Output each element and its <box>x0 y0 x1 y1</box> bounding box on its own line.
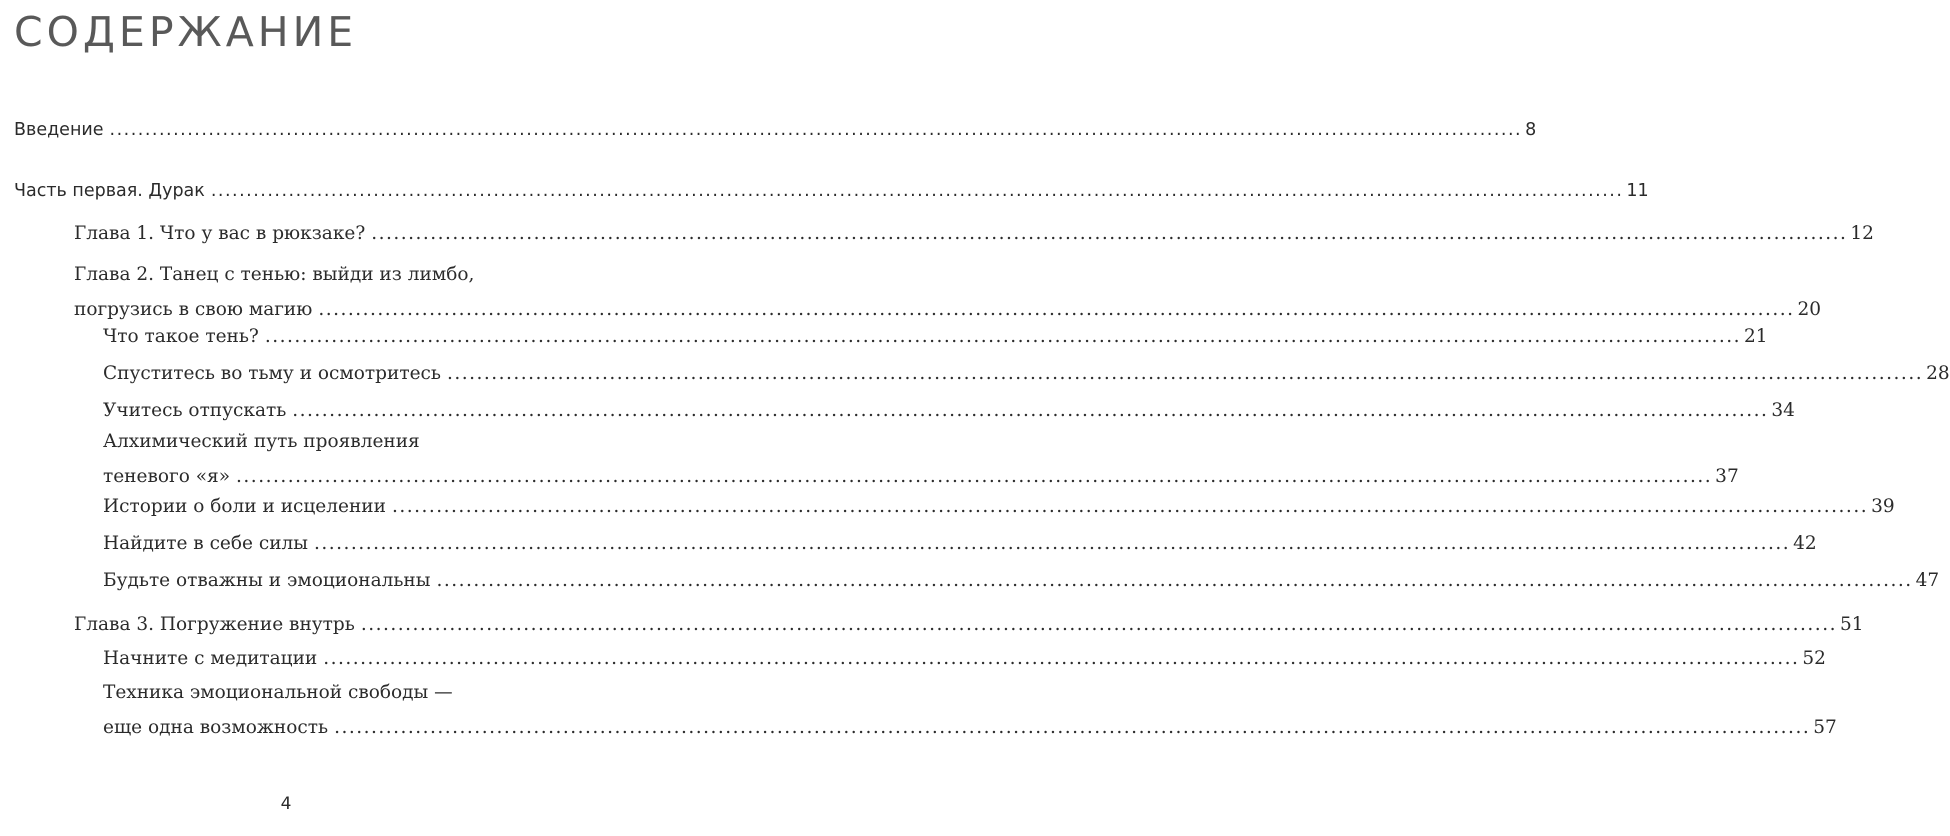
toc-entry-page: 21 <box>1743 326 1768 347</box>
toc-entry-page: 12 <box>1850 223 1874 244</box>
toc-entry-title: Что такое тень? <box>103 326 259 347</box>
toc-entry <box>103 356 1950 391</box>
toc-entry-title: еще одна возможность <box>103 717 329 738</box>
toc-entry-title-line: Глава 2. Танец с тенью: выйди из лимбо, <box>74 264 475 285</box>
toc-entry-title: Учитесь отпускать <box>103 400 287 421</box>
toc-entry <box>103 526 1817 561</box>
toc-entry-title: теневого «я» <box>103 466 231 487</box>
toc-entry-row <box>14 174 1649 209</box>
toc-entry <box>74 257 1822 327</box>
dot-leader: ........................................................................................................................................................................................................ <box>391 496 1869 517</box>
toc-entry-title: Часть первая. Дурак <box>14 181 205 201</box>
toc-entry <box>74 607 1864 642</box>
dot-leader: ........................................................................................................................................................................................................ <box>109 120 1523 140</box>
toc-entry-title: Найдите в себе силы <box>103 533 309 554</box>
page-number: 4 <box>280 794 292 814</box>
toc-entry-page: 28 <box>1926 363 1950 384</box>
toc-entry-row <box>103 526 1817 561</box>
toc-entry-row <box>14 113 1537 148</box>
toc-entry <box>74 216 1874 251</box>
dot-leader: ........................................................................................................................................................................................................ <box>264 326 1741 347</box>
dot-leader: ........................................................................................................................................................................................................ <box>334 717 1811 738</box>
toc-entry-title: Спуститесь во тьму и осмотритесь <box>103 363 441 384</box>
toc-entry-row <box>103 393 1795 428</box>
toc-entry-title: Истории о боли и исцелении <box>103 496 386 517</box>
toc-entry <box>14 174 1649 209</box>
toc-entry-row <box>103 641 1826 676</box>
toc-entry-title: погрузись в свою магию <box>74 299 313 320</box>
toc-entry <box>103 424 1739 494</box>
toc-entry-page: 8 <box>1525 120 1537 140</box>
dot-leader: ........................................................................................................................................................................................................ <box>236 466 1713 487</box>
toc-entry-row <box>103 489 1895 524</box>
toc-entry <box>103 319 1768 354</box>
toc-entry-page: 11 <box>1626 181 1649 201</box>
toc-entry-title-line: Техника эмоциональной свободы — <box>103 682 453 703</box>
dot-leader: ........................................................................................................................................................................................................ <box>371 223 1848 244</box>
toc-entry <box>103 675 1837 745</box>
toc-entry-page: 47 <box>1915 570 1940 591</box>
dot-leader: ........................................................................................................................................................................................................ <box>446 363 1924 384</box>
toc-entry-page: 52 <box>1802 648 1826 669</box>
toc-entry-title-line: Алхимический путь проявления <box>103 431 420 452</box>
toc-entry-page: 42 <box>1793 533 1817 554</box>
dot-leader: ........................................................................................................................................................................................................ <box>436 570 1913 591</box>
toc-entry <box>103 563 1940 598</box>
dot-leader: ........................................................................................................................................................................................................ <box>314 533 1791 554</box>
toc-entry-title: Будьте отважны и эмоциональны <box>103 570 431 591</box>
dot-leader: ........................................................................................................................................................................................................ <box>318 299 1795 320</box>
toc-entry <box>103 489 1895 524</box>
toc-entry-title: Введение <box>14 120 104 140</box>
toc-entry-row <box>103 356 1950 391</box>
toc-entry-title: Глава 3. Погружение внутрь <box>74 614 355 635</box>
toc-entry <box>103 393 1795 428</box>
toc-entry-title: Глава 1. Что у вас в рюкзаке? <box>74 223 366 244</box>
toc-entry-page: 51 <box>1839 614 1864 635</box>
dot-leader: ........................................................................................................................................................................................................ <box>292 400 1769 421</box>
dot-leader: ........................................................................................................................................................................................................ <box>360 614 1837 635</box>
page-title: СОДЕРЖАНИЕ <box>14 8 358 56</box>
dot-leader: ........................................................................................................................................................................................................ <box>323 648 1800 669</box>
toc-entry-title: Начните с медитации <box>103 648 318 669</box>
toc-entry-row <box>103 563 1940 598</box>
toc-entry-page: 39 <box>1871 496 1895 517</box>
toc-entry-row <box>103 710 1837 745</box>
toc-entry-row <box>103 319 1768 354</box>
toc-entry-page: 57 <box>1813 717 1837 738</box>
toc-entry-page: 34 <box>1771 400 1795 421</box>
toc-entry-row <box>74 607 1864 642</box>
dot-leader: ........................................................................................................................................................................................................ <box>210 181 1624 201</box>
toc-entry-page: 37 <box>1715 466 1739 487</box>
toc-entry <box>103 641 1826 676</box>
toc-entry-row <box>74 216 1874 251</box>
toc-entry <box>14 113 1537 148</box>
toc-entry-page: 20 <box>1797 299 1822 320</box>
